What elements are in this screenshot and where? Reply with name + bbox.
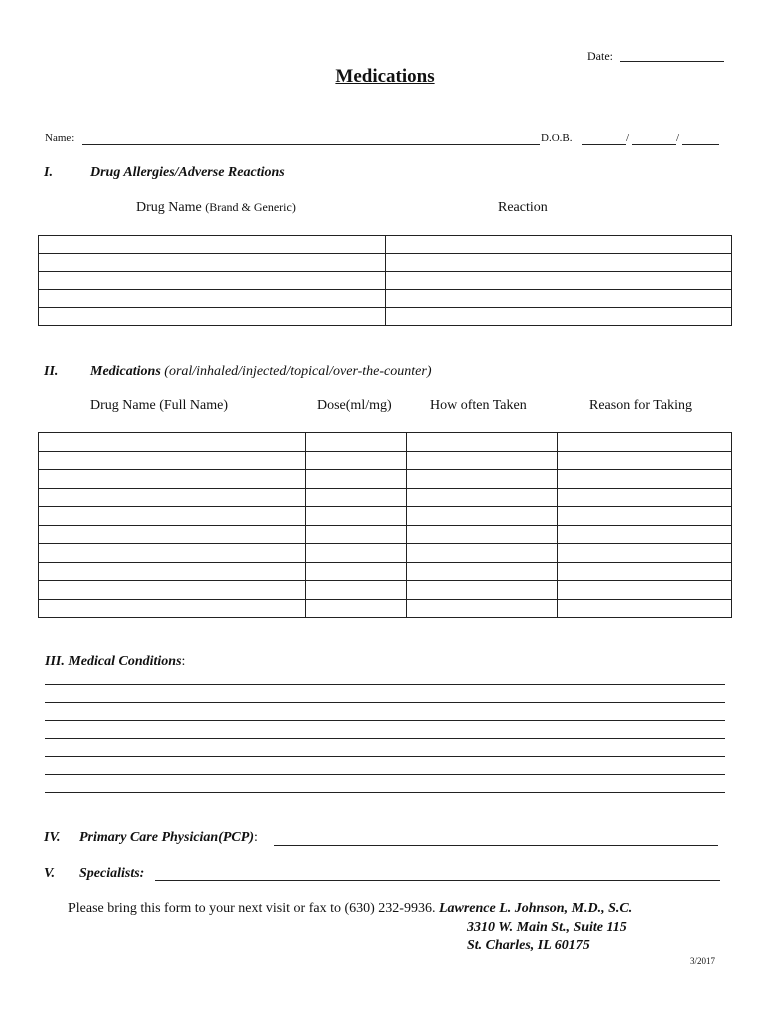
med-reason-cell[interactable] xyxy=(558,581,732,600)
med-reason-cell[interactable] xyxy=(558,451,732,470)
dob-month-field[interactable] xyxy=(582,144,626,145)
section-3-colon: : xyxy=(181,654,186,669)
section-1-heading: Drug Allergies/Adverse Reactions xyxy=(90,165,285,180)
medication-row xyxy=(39,599,732,618)
medication-row xyxy=(39,433,732,452)
allergy-row xyxy=(39,272,732,290)
section-4-colon: : xyxy=(254,830,258,845)
med-drug-cell[interactable] xyxy=(39,562,306,581)
allergy-row xyxy=(39,236,732,254)
medical-condition-line[interactable] xyxy=(45,720,725,721)
med-col-drug-name: Drug Name (Full Name) xyxy=(90,398,229,413)
dob-label: D.O.B. xyxy=(541,132,573,144)
medication-row xyxy=(39,525,732,544)
med-drug-cell[interactable] xyxy=(39,525,306,544)
allergy-drug-cell[interactable] xyxy=(39,254,386,272)
med-dose-cell[interactable] xyxy=(305,581,407,600)
med-frequency-cell[interactable] xyxy=(407,507,558,526)
allergy-reaction-cell[interactable] xyxy=(385,308,732,326)
med-frequency-cell[interactable] xyxy=(407,451,558,470)
med-frequency-cell[interactable] xyxy=(407,599,558,618)
section-2-heading-note: (oral/inhaled/injected/topical/over-the-counter) xyxy=(164,364,432,379)
med-drug-cell[interactable] xyxy=(39,488,306,507)
revision-date: 3/2017 xyxy=(690,956,716,966)
med-dose-cell[interactable] xyxy=(305,544,407,563)
allergy-drug-cell[interactable] xyxy=(39,236,386,254)
pcp-field[interactable] xyxy=(274,845,718,846)
medication-row xyxy=(39,451,732,470)
allergy-reaction-cell[interactable] xyxy=(385,236,732,254)
medical-condition-line[interactable] xyxy=(45,774,725,775)
date-label: Date: xyxy=(587,49,613,63)
med-drug-cell[interactable] xyxy=(39,470,306,489)
med-drug-cell[interactable] xyxy=(39,599,306,618)
allergy-col-drug-name xyxy=(136,200,296,216)
allergy-row xyxy=(39,290,732,308)
med-dose-cell[interactable] xyxy=(305,470,407,489)
med-reason-cell[interactable] xyxy=(558,507,732,526)
med-frequency-cell[interactable] xyxy=(407,544,558,563)
medication-row xyxy=(39,488,732,507)
allergy-drug-cell[interactable] xyxy=(39,308,386,326)
section-2-numeral: II. xyxy=(44,364,59,379)
footer-address-1: 3310 W. Main St., Suite 115 xyxy=(467,920,627,935)
section-3-heading-row xyxy=(45,654,185,670)
medication-row xyxy=(39,544,732,563)
allergy-reaction-cell[interactable] xyxy=(385,254,732,272)
med-frequency-cell[interactable] xyxy=(407,562,558,581)
medical-condition-line[interactable] xyxy=(45,684,725,685)
med-frequency-cell[interactable] xyxy=(407,525,558,544)
section-5-heading: Specialists: xyxy=(79,866,145,881)
allergy-drug-cell[interactable] xyxy=(39,272,386,290)
med-drug-cell[interactable] xyxy=(39,433,306,452)
section-3-heading: III. Medical Conditions xyxy=(45,654,182,669)
med-reason-cell[interactable] xyxy=(558,525,732,544)
med-dose-cell[interactable] xyxy=(305,525,407,544)
med-drug-cell[interactable] xyxy=(39,507,306,526)
medication-row xyxy=(39,581,732,600)
name-field[interactable] xyxy=(82,144,540,145)
section-1-numeral: I. xyxy=(44,165,53,180)
med-dose-cell[interactable] xyxy=(305,507,407,526)
dob-year-field[interactable] xyxy=(682,144,719,145)
footer-row xyxy=(68,901,632,917)
allergy-col-drug-label: Drug Name xyxy=(136,200,202,215)
footer-address-2: St. Charles, IL 60175 xyxy=(467,938,590,953)
allergy-col-reaction: Reaction xyxy=(498,200,548,215)
medical-condition-line[interactable] xyxy=(45,792,725,793)
medication-row xyxy=(39,562,732,581)
dob-separator: / xyxy=(676,132,680,144)
med-frequency-cell[interactable] xyxy=(407,433,558,452)
section-4-heading: Primary Care Physician(PCP) xyxy=(79,830,254,845)
footer-instruction: Please bring this form to your next visit or fax to (630) 232-9936. xyxy=(68,901,436,916)
med-dose-cell[interactable] xyxy=(305,451,407,470)
med-reason-cell[interactable] xyxy=(558,562,732,581)
med-dose-cell[interactable] xyxy=(305,599,407,618)
allergy-row xyxy=(39,308,732,326)
medications-table xyxy=(38,432,732,618)
med-dose-cell[interactable] xyxy=(305,433,407,452)
med-col-frequency: How often Taken xyxy=(430,398,527,413)
page-title xyxy=(0,66,770,88)
med-col-reason: Reason for Taking xyxy=(589,398,692,413)
page-title-text: Medications xyxy=(335,66,435,87)
med-reason-cell[interactable] xyxy=(558,488,732,507)
specialists-field[interactable] xyxy=(155,880,720,881)
dob-separator: / xyxy=(626,132,630,144)
allergy-table xyxy=(38,235,732,326)
med-drug-cell[interactable] xyxy=(39,544,306,563)
med-reason-cell[interactable] xyxy=(558,470,732,489)
footer-doctor: Lawrence L. Johnson, M.D., S.C. xyxy=(438,901,633,916)
section-2-heading: Medications xyxy=(90,364,161,379)
medication-row xyxy=(39,470,732,489)
med-reason-cell[interactable] xyxy=(558,433,732,452)
medical-condition-line[interactable] xyxy=(45,702,725,703)
med-dose-cell[interactable] xyxy=(305,488,407,507)
section-2-heading-row xyxy=(90,364,431,380)
allergy-drug-cell[interactable] xyxy=(39,290,386,308)
section-4-numeral: IV. xyxy=(44,830,61,845)
med-drug-cell[interactable] xyxy=(39,581,306,600)
medication-row xyxy=(39,507,732,526)
med-frequency-cell[interactable] xyxy=(407,488,558,507)
date-field[interactable] xyxy=(620,61,724,62)
med-drug-cell[interactable] xyxy=(39,451,306,470)
med-reason-cell[interactable] xyxy=(558,599,732,618)
medical-condition-line[interactable] xyxy=(45,738,725,739)
allergy-col-drug-note: (Brand & Generic) xyxy=(205,200,296,214)
allergy-reaction-cell[interactable] xyxy=(385,290,732,308)
med-dose-cell[interactable] xyxy=(305,562,407,581)
section-4-heading-row xyxy=(79,830,258,846)
allergy-row xyxy=(39,254,732,272)
med-reason-cell[interactable] xyxy=(558,544,732,563)
name-label: Name: xyxy=(45,132,75,144)
dob-day-field[interactable] xyxy=(632,144,676,145)
med-col-dose: Dose(ml/mg) xyxy=(317,398,392,413)
medical-condition-line[interactable] xyxy=(45,756,725,757)
allergy-reaction-cell[interactable] xyxy=(385,272,732,290)
med-frequency-cell[interactable] xyxy=(407,581,558,600)
med-frequency-cell[interactable] xyxy=(407,470,558,489)
section-5-numeral: V. xyxy=(44,866,56,881)
